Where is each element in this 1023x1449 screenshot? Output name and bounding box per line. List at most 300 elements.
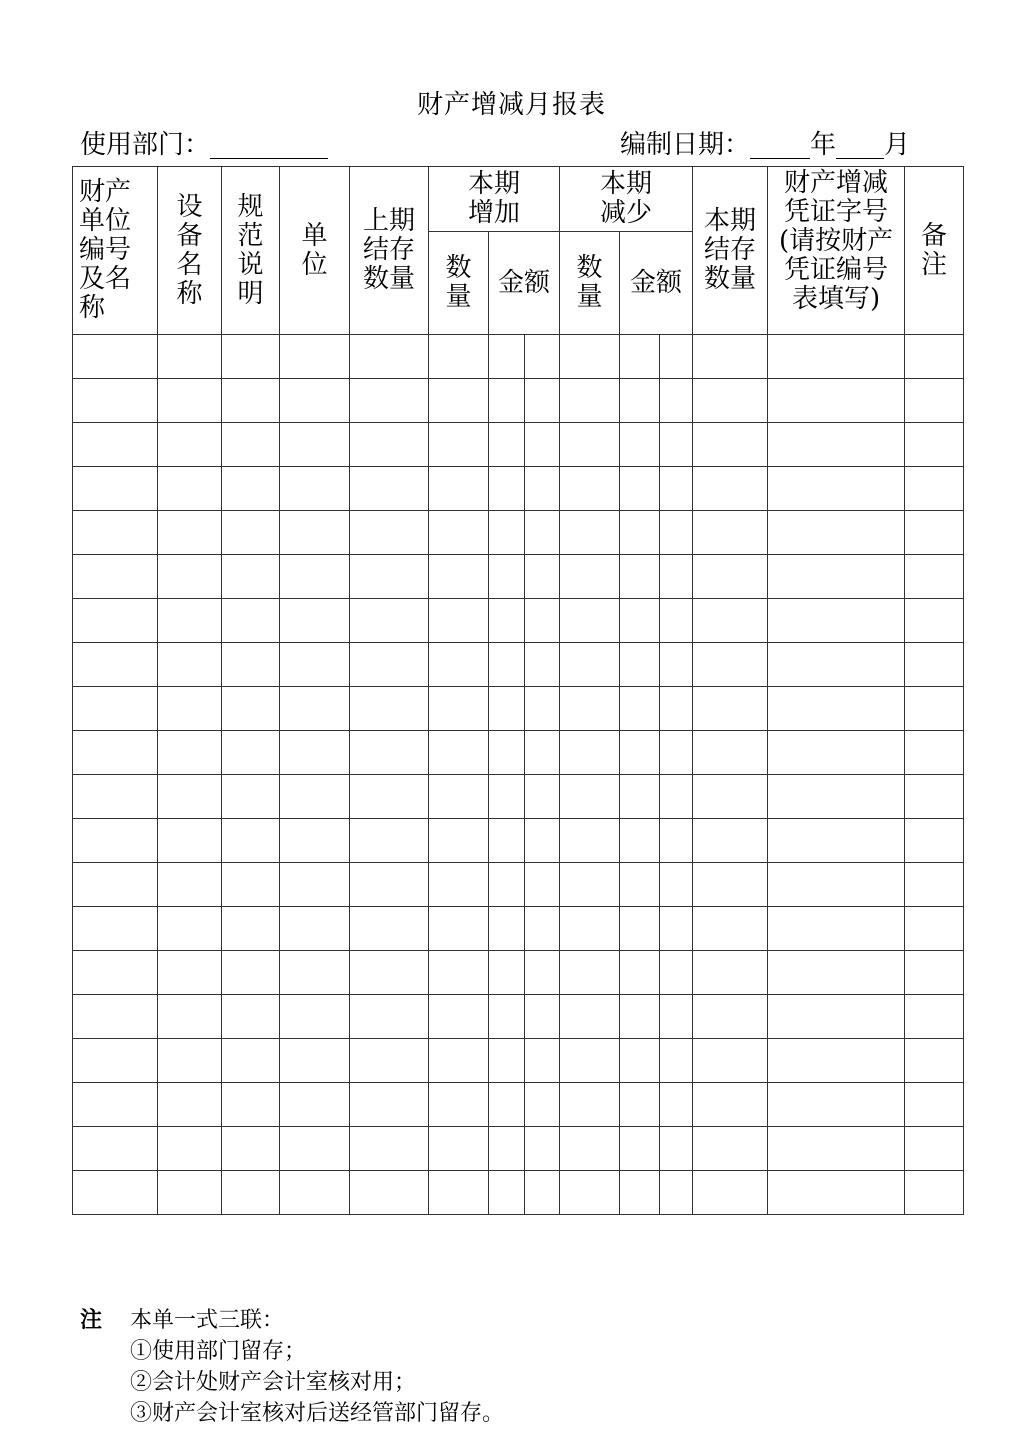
- table-cell[interactable]: [158, 863, 222, 907]
- table-cell[interactable]: [350, 335, 429, 379]
- table-cell[interactable]: [768, 951, 905, 995]
- table-cell[interactable]: [429, 599, 489, 643]
- table-cell[interactable]: [660, 379, 693, 423]
- table-cell[interactable]: [660, 335, 693, 379]
- table-cell[interactable]: [660, 951, 693, 995]
- table-cell[interactable]: [222, 907, 280, 951]
- table-cell[interactable]: [768, 423, 905, 467]
- table-cell[interactable]: [222, 379, 280, 423]
- table-cell[interactable]: [350, 687, 429, 731]
- table-cell[interactable]: [620, 687, 660, 731]
- table-cell[interactable]: [280, 1039, 350, 1083]
- table-cell[interactable]: [560, 555, 620, 599]
- table-cell[interactable]: [222, 643, 280, 687]
- table-cell[interactable]: [158, 775, 222, 819]
- dept-blank[interactable]: [210, 130, 328, 159]
- table-cell[interactable]: [560, 423, 620, 467]
- table-cell[interactable]: [525, 555, 560, 599]
- table-cell[interactable]: [620, 907, 660, 951]
- table-cell[interactable]: [222, 951, 280, 995]
- table-cell[interactable]: [350, 1039, 429, 1083]
- table-cell[interactable]: [429, 1127, 489, 1171]
- table-cell[interactable]: [560, 599, 620, 643]
- note-label: 注: [80, 1307, 103, 1333]
- table-cell[interactable]: [768, 599, 905, 643]
- table-cell[interactable]: [280, 599, 350, 643]
- table-cell[interactable]: [620, 1127, 660, 1171]
- table-cell[interactable]: [560, 731, 620, 775]
- table-cell[interactable]: [489, 731, 525, 775]
- table-cell[interactable]: [222, 1039, 280, 1083]
- table-cell[interactable]: [73, 775, 158, 819]
- table-cell[interactable]: [905, 599, 964, 643]
- table-cell[interactable]: [158, 335, 222, 379]
- table-cell[interactable]: [280, 731, 350, 775]
- table-cell[interactable]: [693, 907, 768, 951]
- table-cell[interactable]: [489, 995, 525, 1039]
- table-cell[interactable]: [768, 819, 905, 863]
- table-cell[interactable]: [280, 995, 350, 1039]
- table-cell[interactable]: [660, 819, 693, 863]
- table-cell[interactable]: [280, 1083, 350, 1127]
- table-cell[interactable]: [660, 907, 693, 951]
- table-cell[interactable]: [560, 687, 620, 731]
- table-cell[interactable]: [768, 335, 905, 379]
- table-cell[interactable]: [350, 555, 429, 599]
- table-cell[interactable]: [693, 995, 768, 1039]
- table-cell[interactable]: [73, 951, 158, 995]
- table-cell[interactable]: [489, 687, 525, 731]
- table-cell[interactable]: [158, 995, 222, 1039]
- table-cell[interactable]: [350, 1083, 429, 1127]
- table-cell[interactable]: [768, 1039, 905, 1083]
- table-cell[interactable]: [768, 731, 905, 775]
- table-cell[interactable]: [768, 995, 905, 1039]
- table-cell[interactable]: [905, 1083, 964, 1127]
- table-cell[interactable]: [525, 423, 560, 467]
- table-cell[interactable]: [489, 1127, 525, 1171]
- table-cell[interactable]: [525, 907, 560, 951]
- table-cell[interactable]: [693, 863, 768, 907]
- table-cell[interactable]: [660, 643, 693, 687]
- table-cell[interactable]: [158, 1127, 222, 1171]
- table-cell[interactable]: [73, 335, 158, 379]
- table-cell[interactable]: [158, 1083, 222, 1127]
- table-cell[interactable]: [620, 555, 660, 599]
- table-cell[interactable]: [280, 819, 350, 863]
- table-cell[interactable]: [222, 1127, 280, 1171]
- table-cell[interactable]: [489, 379, 525, 423]
- table-cell[interactable]: [350, 379, 429, 423]
- table-cell[interactable]: [560, 1171, 620, 1215]
- table-cell[interactable]: [350, 643, 429, 687]
- table-cell[interactable]: [525, 731, 560, 775]
- table-cell[interactable]: [280, 1171, 350, 1215]
- table-cell[interactable]: [525, 863, 560, 907]
- table-cell[interactable]: [693, 1127, 768, 1171]
- table-cell[interactable]: [158, 467, 222, 511]
- table-cell[interactable]: [280, 335, 350, 379]
- table-cell[interactable]: [73, 379, 158, 423]
- table-cell[interactable]: [660, 995, 693, 1039]
- table-cell[interactable]: [222, 467, 280, 511]
- table-cell[interactable]: [525, 687, 560, 731]
- header-increase-amount: 金额: [489, 232, 560, 335]
- table-cell[interactable]: [693, 731, 768, 775]
- table-cell[interactable]: [660, 467, 693, 511]
- table-cell[interactable]: [768, 555, 905, 599]
- table-cell[interactable]: [429, 467, 489, 511]
- table-cell[interactable]: [429, 1039, 489, 1083]
- table-cell[interactable]: [660, 1127, 693, 1171]
- table-cell[interactable]: [660, 1039, 693, 1083]
- table-cell[interactable]: [620, 951, 660, 995]
- table-cell[interactable]: [905, 995, 964, 1039]
- table-cell[interactable]: [660, 687, 693, 731]
- table-cell[interactable]: [525, 951, 560, 995]
- table-cell[interactable]: [905, 555, 964, 599]
- table-cell[interactable]: [489, 951, 525, 995]
- table-cell[interactable]: [350, 995, 429, 1039]
- table-cell[interactable]: [560, 775, 620, 819]
- table-cell[interactable]: [560, 1127, 620, 1171]
- table-cell[interactable]: [429, 643, 489, 687]
- table-cell[interactable]: [693, 555, 768, 599]
- table-cell[interactable]: [429, 379, 489, 423]
- table-cell[interactable]: [73, 1083, 158, 1127]
- table-cell[interactable]: [525, 379, 560, 423]
- table-cell[interactable]: [429, 907, 489, 951]
- table-cell[interactable]: [768, 687, 905, 731]
- table-cell[interactable]: [222, 731, 280, 775]
- table-cell[interactable]: [560, 819, 620, 863]
- table-cell[interactable]: [73, 687, 158, 731]
- table-cell[interactable]: [905, 1171, 964, 1215]
- table-cell[interactable]: [73, 467, 158, 511]
- table-cell[interactable]: [489, 467, 525, 511]
- table-row: [73, 423, 964, 467]
- table-cell[interactable]: [350, 907, 429, 951]
- table-cell[interactable]: [350, 951, 429, 995]
- table-cell[interactable]: [620, 863, 660, 907]
- table-cell[interactable]: [73, 819, 158, 863]
- table-cell[interactable]: [525, 1039, 560, 1083]
- table-cell[interactable]: [660, 775, 693, 819]
- table-cell[interactable]: [73, 907, 158, 951]
- table-cell[interactable]: [489, 775, 525, 819]
- table-cell[interactable]: [158, 379, 222, 423]
- table-cell[interactable]: [280, 907, 350, 951]
- table-cell[interactable]: [693, 379, 768, 423]
- table-cell[interactable]: [280, 511, 350, 555]
- table-cell[interactable]: [158, 687, 222, 731]
- table-cell[interactable]: [158, 555, 222, 599]
- table-cell[interactable]: [280, 467, 350, 511]
- table-cell[interactable]: [489, 1171, 525, 1215]
- table-cell[interactable]: [222, 775, 280, 819]
- table-cell[interactable]: [350, 731, 429, 775]
- table-cell[interactable]: [525, 995, 560, 1039]
- table-cell[interactable]: [660, 423, 693, 467]
- header-increase-group: 本期增加: [429, 167, 560, 232]
- table-cell[interactable]: [280, 687, 350, 731]
- table-cell[interactable]: [620, 819, 660, 863]
- table-cell[interactable]: [525, 819, 560, 863]
- table-cell[interactable]: [158, 511, 222, 555]
- table-cell[interactable]: [905, 335, 964, 379]
- table-cell[interactable]: [222, 863, 280, 907]
- table-cell[interactable]: [158, 1039, 222, 1083]
- table-cell[interactable]: [525, 467, 560, 511]
- table-cell[interactable]: [73, 599, 158, 643]
- table-cell[interactable]: [905, 775, 964, 819]
- table-cell[interactable]: [222, 687, 280, 731]
- table-cell[interactable]: [693, 775, 768, 819]
- table-cell[interactable]: [429, 1171, 489, 1215]
- table-cell[interactable]: [905, 907, 964, 951]
- table-cell[interactable]: [905, 731, 964, 775]
- table-cell[interactable]: [905, 951, 964, 995]
- table-cell[interactable]: [620, 643, 660, 687]
- table-cell[interactable]: [905, 423, 964, 467]
- table-cell[interactable]: [693, 423, 768, 467]
- table-cell[interactable]: [905, 819, 964, 863]
- table-cell[interactable]: [560, 1083, 620, 1127]
- table-cell[interactable]: [429, 335, 489, 379]
- table-cell[interactable]: [222, 335, 280, 379]
- table-cell[interactable]: [768, 467, 905, 511]
- table-cell[interactable]: [429, 511, 489, 555]
- table-cell[interactable]: [222, 819, 280, 863]
- header-decrease-group: 本期减少: [560, 167, 693, 232]
- table-cell[interactable]: [222, 1083, 280, 1127]
- table-cell[interactable]: [525, 775, 560, 819]
- table-cell[interactable]: [620, 775, 660, 819]
- table-cell[interactable]: [905, 643, 964, 687]
- table-cell[interactable]: [660, 863, 693, 907]
- table-cell[interactable]: [620, 1171, 660, 1215]
- table-cell[interactable]: [768, 511, 905, 555]
- table-cell[interactable]: [429, 775, 489, 819]
- table-cell[interactable]: [429, 731, 489, 775]
- table-cell[interactable]: [489, 1039, 525, 1083]
- year-label: 年: [810, 130, 837, 160]
- table-cell[interactable]: [660, 599, 693, 643]
- month-blank[interactable]: [836, 130, 884, 159]
- table-cell[interactable]: [158, 599, 222, 643]
- table-cell[interactable]: [560, 335, 620, 379]
- table-cell[interactable]: [489, 423, 525, 467]
- table-cell[interactable]: [560, 467, 620, 511]
- table-cell[interactable]: [560, 379, 620, 423]
- table-cell[interactable]: [73, 1039, 158, 1083]
- table-cell[interactable]: [525, 511, 560, 555]
- year-blank[interactable]: [750, 130, 810, 159]
- table-cell[interactable]: [693, 511, 768, 555]
- table-cell[interactable]: [429, 1083, 489, 1127]
- table-cell[interactable]: [73, 731, 158, 775]
- table-cell[interactable]: [693, 1083, 768, 1127]
- table-cell[interactable]: [693, 951, 768, 995]
- table-cell[interactable]: [73, 1171, 158, 1215]
- table-cell[interactable]: [158, 819, 222, 863]
- table-cell[interactable]: [620, 423, 660, 467]
- table-cell[interactable]: [158, 1171, 222, 1215]
- table-row: [73, 863, 964, 907]
- table-cell[interactable]: [560, 995, 620, 1039]
- table-cell[interactable]: [693, 335, 768, 379]
- table-cell[interactable]: [489, 863, 525, 907]
- table-cell[interactable]: [222, 423, 280, 467]
- table-cell[interactable]: [489, 335, 525, 379]
- table-cell[interactable]: [620, 379, 660, 423]
- table-cell[interactable]: [525, 335, 560, 379]
- table-cell[interactable]: [620, 1083, 660, 1127]
- table-cell[interactable]: [280, 775, 350, 819]
- table-cell[interactable]: [222, 599, 280, 643]
- table-cell[interactable]: [620, 335, 660, 379]
- table-cell[interactable]: [429, 995, 489, 1039]
- table-cell[interactable]: [768, 1127, 905, 1171]
- table-cell[interactable]: [905, 863, 964, 907]
- header-prev-stock: 上期结存数量: [350, 167, 429, 335]
- table-cell[interactable]: [660, 555, 693, 599]
- table-cell[interactable]: [525, 1127, 560, 1171]
- table-cell[interactable]: [660, 1083, 693, 1127]
- table-cell[interactable]: [73, 643, 158, 687]
- table-cell[interactable]: [768, 907, 905, 951]
- table-cell[interactable]: [222, 995, 280, 1039]
- table-cell[interactable]: [350, 423, 429, 467]
- table-cell[interactable]: [222, 555, 280, 599]
- table-cell[interactable]: [350, 863, 429, 907]
- table-cell[interactable]: [280, 423, 350, 467]
- table-cell[interactable]: [905, 1127, 964, 1171]
- table-cell[interactable]: [350, 467, 429, 511]
- table-cell[interactable]: [489, 643, 525, 687]
- table-cell[interactable]: [222, 511, 280, 555]
- table-cell[interactable]: [560, 511, 620, 555]
- table-cell[interactable]: [620, 1039, 660, 1083]
- table-cell[interactable]: [693, 687, 768, 731]
- table-cell[interactable]: [429, 555, 489, 599]
- table-cell[interactable]: [693, 643, 768, 687]
- table-cell[interactable]: [768, 863, 905, 907]
- table-cell[interactable]: [280, 379, 350, 423]
- table-cell[interactable]: [525, 643, 560, 687]
- table-cell[interactable]: [620, 467, 660, 511]
- table-cell[interactable]: [560, 907, 620, 951]
- table-cell[interactable]: [560, 863, 620, 907]
- table-cell[interactable]: [350, 1171, 429, 1215]
- table-cell[interactable]: [158, 951, 222, 995]
- table-cell[interactable]: [429, 819, 489, 863]
- table-row: [73, 643, 964, 687]
- table-cell[interactable]: [280, 1127, 350, 1171]
- table-cell[interactable]: [222, 1171, 280, 1215]
- table-cell[interactable]: [429, 687, 489, 731]
- table-cell[interactable]: [429, 863, 489, 907]
- table-cell[interactable]: [620, 511, 660, 555]
- table-cell[interactable]: [620, 731, 660, 775]
- table-cell[interactable]: [73, 511, 158, 555]
- table-cell[interactable]: [660, 731, 693, 775]
- table-cell[interactable]: [905, 687, 964, 731]
- table-cell[interactable]: [350, 819, 429, 863]
- table-cell[interactable]: [560, 1039, 620, 1083]
- header-asset: 财产单位编号及名称: [73, 167, 158, 335]
- table-cell[interactable]: [768, 1083, 905, 1127]
- table-cell[interactable]: [489, 511, 525, 555]
- table-cell[interactable]: [560, 951, 620, 995]
- table-cell[interactable]: [350, 599, 429, 643]
- notes: [80, 1305, 504, 1429]
- table-cell[interactable]: [693, 467, 768, 511]
- table-cell[interactable]: [73, 423, 158, 467]
- header-decrease-qty: 数量: [560, 232, 620, 335]
- table-cell[interactable]: [158, 643, 222, 687]
- table-cell[interactable]: [158, 907, 222, 951]
- table-cell[interactable]: [429, 423, 489, 467]
- table-cell[interactable]: [489, 907, 525, 951]
- table-cell[interactable]: [660, 1171, 693, 1215]
- table-cell[interactable]: [280, 863, 350, 907]
- table-cell[interactable]: [73, 1127, 158, 1171]
- table-cell[interactable]: [350, 511, 429, 555]
- report-table: [72, 166, 964, 1215]
- table-cell[interactable]: [489, 819, 525, 863]
- table-cell[interactable]: [620, 599, 660, 643]
- table-cell[interactable]: [489, 555, 525, 599]
- table-cell[interactable]: [693, 1171, 768, 1215]
- table-cell[interactable]: [525, 1171, 560, 1215]
- table-cell[interactable]: [693, 819, 768, 863]
- table-cell[interactable]: [620, 995, 660, 1039]
- header-equipment: 设备名称: [158, 167, 222, 335]
- table-cell[interactable]: [73, 863, 158, 907]
- table-row: [73, 1127, 964, 1171]
- table-cell[interactable]: [905, 379, 964, 423]
- table-cell[interactable]: [905, 511, 964, 555]
- table-cell[interactable]: [350, 1127, 429, 1171]
- table-cell[interactable]: [905, 1039, 964, 1083]
- table-cell[interactable]: [693, 599, 768, 643]
- table-cell[interactable]: [280, 555, 350, 599]
- table-cell[interactable]: [768, 643, 905, 687]
- table-cell[interactable]: [660, 511, 693, 555]
- table-cell[interactable]: [905, 467, 964, 511]
- table-cell[interactable]: [768, 775, 905, 819]
- table-cell[interactable]: [489, 1083, 525, 1127]
- table-cell[interactable]: [350, 775, 429, 819]
- table-cell[interactable]: [429, 951, 489, 995]
- table-cell[interactable]: [693, 1039, 768, 1083]
- table-cell[interactable]: [280, 643, 350, 687]
- table-cell[interactable]: [489, 599, 525, 643]
- date-field: [620, 126, 910, 164]
- table-cell[interactable]: [768, 1171, 905, 1215]
- table-cell[interactable]: [280, 951, 350, 995]
- table-cell[interactable]: [560, 643, 620, 687]
- table-cell[interactable]: [158, 731, 222, 775]
- table-cell[interactable]: [525, 599, 560, 643]
- table-cell[interactable]: [768, 379, 905, 423]
- table-cell[interactable]: [73, 555, 158, 599]
- table-row: [73, 907, 964, 951]
- table-cell[interactable]: [73, 995, 158, 1039]
- table-cell[interactable]: [158, 423, 222, 467]
- table-cell[interactable]: [525, 1083, 560, 1127]
